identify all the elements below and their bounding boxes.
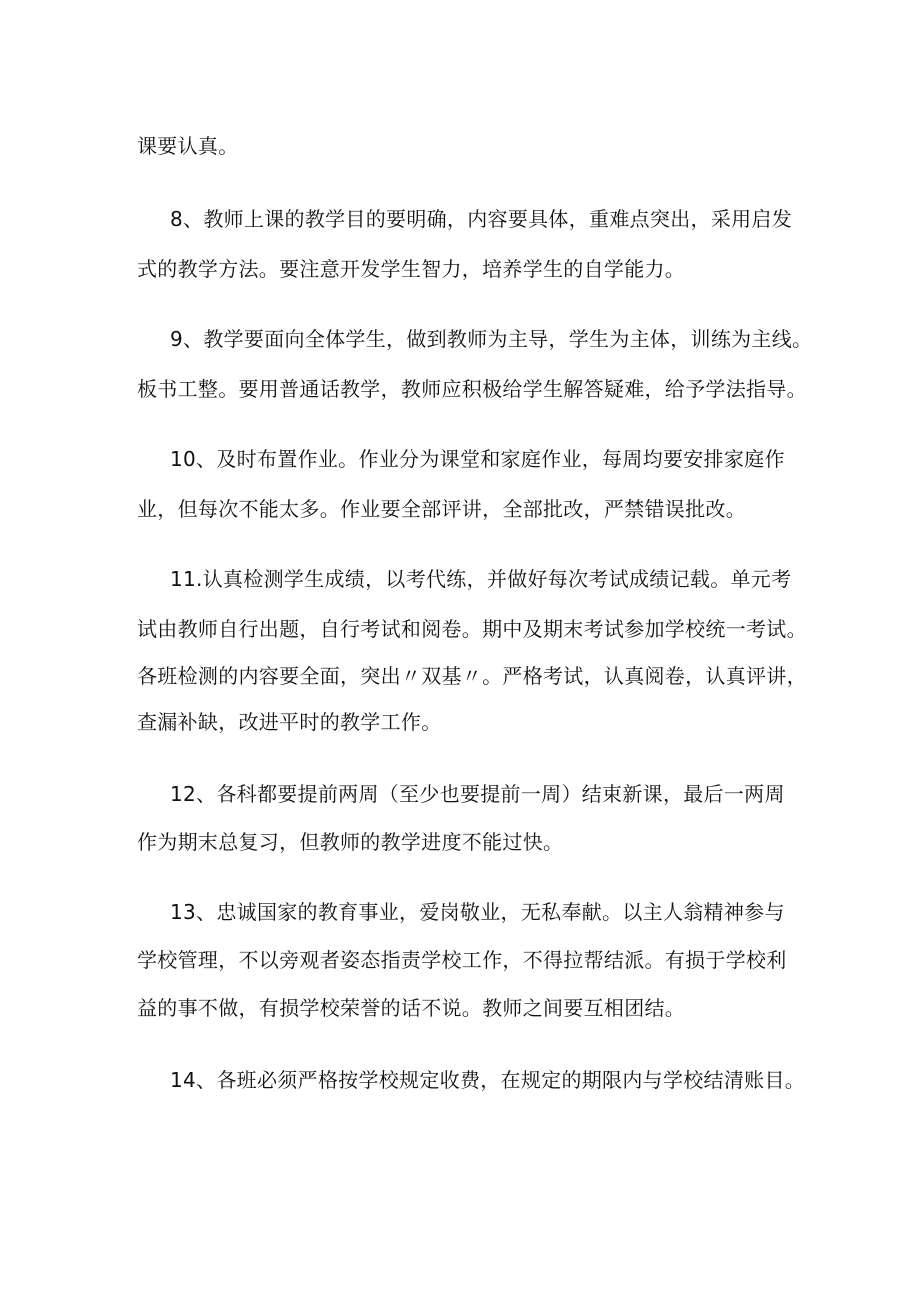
paragraph-8-line-2: 式的教学方法。要注意开发学生智力，培养学生的自学能力。 xyxy=(137,257,686,281)
paragraph-14-line-1: 14、各班必须严格按学校规定收费，在规定的期限内与学校结清账目。 xyxy=(170,1068,806,1092)
paragraph-11-line-4: 查漏补缺，改进平时的教学工作。 xyxy=(137,710,442,734)
paragraph-11-line-1: 11.认真检测学生成绩，以考代练，并做好每次考试成绩记载。单元考 xyxy=(170,567,792,591)
paragraph-12-line-2: 作为期末总复习，但教师的教学进度不能过快。 xyxy=(137,830,564,854)
paragraph-10-line-1: 10、及时布置作业。作业分为课堂和家庭作业，每周均要安排家庭作 xyxy=(170,447,785,471)
paragraph-13-line-2: 学校管理，不以旁观者姿态指责学校工作，不得拉帮结派。有损于学校利 xyxy=(137,948,787,972)
paragraph-9-line-2: 板书工整。要用普通话教学，教师应积极给学生解答疑难，给予学法指导。 xyxy=(137,377,807,401)
paragraph-7-line-2: 课要认真。 xyxy=(137,134,239,158)
paragraph-9-line-1: 9、教学要面向全体学生，做到教师为主导，学生为主体，训练为主线。 xyxy=(170,327,813,351)
paragraph-12-line-1: 12、各科都要提前两周（至少也要提前一周）结束新课，最后一两周 xyxy=(170,782,785,806)
paragraph-11-line-2: 试由教师自行出题，自行考试和阅卷。期中及期末考试参加学校统一考试。 xyxy=(137,617,807,641)
paragraph-13-line-3: 益的事不做，有损学校荣誉的话不说。教师之间要互相团结。 xyxy=(137,996,686,1020)
paragraph-11-line-3: 各班检测的内容要全面，突出〃双基〃。严格考试，认真阅卷，认真评讲， xyxy=(137,664,807,688)
paragraph-8-line-1: 8、教师上课的教学目的要明确，内容要具体，重难点突出，采用启发 xyxy=(170,207,793,231)
paragraph-10-line-2: 业，但每次不能太多。作业要全部评讲，全部批改，严禁错误批改。 xyxy=(137,497,746,521)
paragraph-13-line-1: 13、忠诚国家的教育事业，爱岗敬业，无私奉献。以主人翁精神参与 xyxy=(170,900,785,924)
